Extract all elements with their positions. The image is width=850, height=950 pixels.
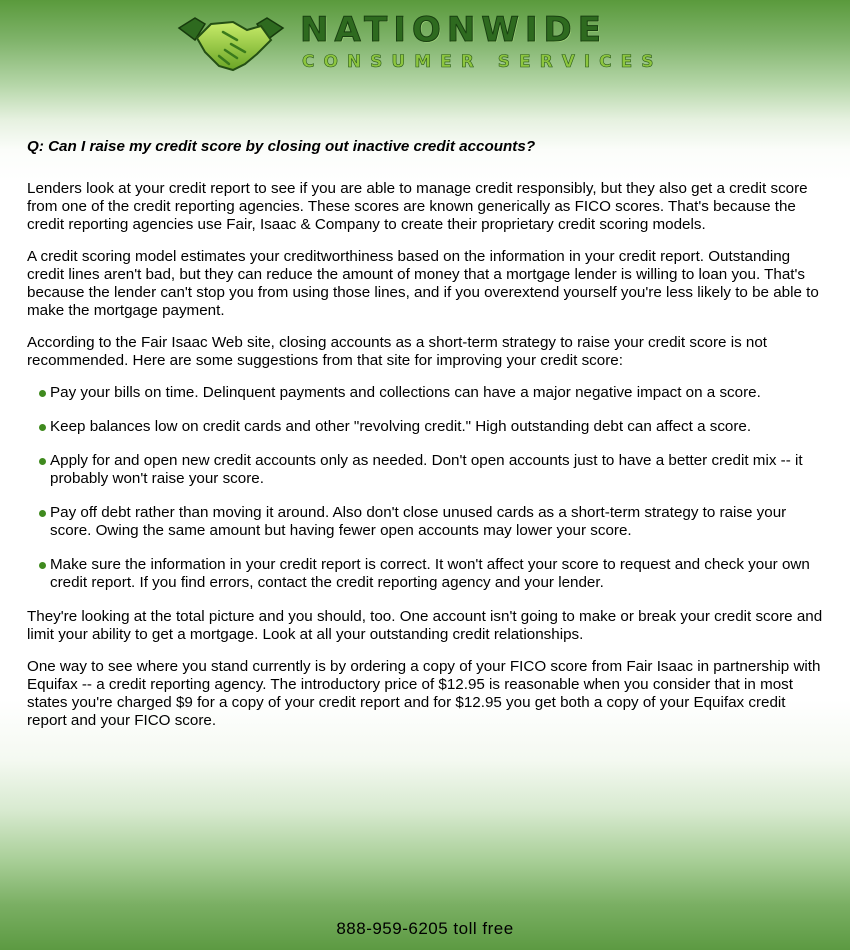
bullet-icon [39, 458, 46, 465]
list-item [39, 452, 827, 488]
list-item [39, 384, 827, 402]
list-item [39, 556, 827, 592]
bullet-icon [39, 510, 46, 517]
bullet-icon [39, 562, 46, 569]
footer-phone: 888-959-6205 toll free [336, 919, 514, 938]
handshake-icon [175, 10, 287, 76]
paragraph-intro-2: A credit scoring model estimates your creditworthiness based on the information in your credit report. Outstanding credit lines aren't bad, but they can reduce the amount of money that a mortgage lender is willing to loan you. That's because the lender can't stop you from using those lines, and if you overextend yourself you're less likely to be able to make the mortgage payment. [27, 248, 819, 319]
tips-list [27, 384, 827, 592]
list-item [39, 418, 827, 436]
paragraph-intro-3: According to the Fair Isaac Web site, closing accounts as a short-term strategy to raise your credit score is not recommended. Here are some suggestions from that site for improving your credit score: [27, 334, 768, 369]
tip-text: Make sure the information in your credit report is correct. It won't affect your score to request and check your own credit report. If you find errors, contact the credit reporting agency and your lender. [50, 556, 810, 591]
article-content [27, 138, 827, 744]
brand-title: NATIONWIDE [300, 10, 607, 50]
bullet-icon [39, 390, 46, 397]
paragraph-outro-1: They're looking at the total picture and you should, too. One account isn't going to make or break your credit score and limit your ability to get a mortgage. Look at all your outstanding credit relationships. [27, 608, 823, 643]
brand-subtitle: CONSUMER SERVICES [302, 52, 663, 72]
site-header [0, 0, 850, 90]
tip-text: Apply for and open new credit accounts only as needed. Don't open accounts just to have a better credit mix -- it probably won't raise your score. [50, 452, 803, 487]
list-item [39, 504, 827, 540]
paragraph-outro-2: One way to see where you stand currently is by ordering a copy of your FICO score from Fair Isaac in partnership with Equifax -- a credit reporting agency. The introductory price of $12.95 is reasonable when you consider that in most states you're charged $9 for a copy of your credit report and for $12.95 you get both a copy of your Equifax credit report and your FICO score. [27, 658, 821, 729]
bullet-icon [39, 424, 46, 431]
tip-text: Keep balances low on credit cards and other "revolving credit." High outstanding debt can affect a score. [50, 418, 752, 435]
paragraph-intro-1: Lenders look at your credit report to see if you are able to manage credit responsibly, but they also get a credit score from one of the credit reporting agencies. These scores are known generically as FICO scores. That's because the credit reporting agencies use Fair, Isaac & Company to create their proprietary credit scoring models. [27, 180, 808, 233]
tip-text: Pay your bills on time. Delinquent payments and collections can have a major negative impact on a score. [50, 384, 761, 401]
article-question: Q: Can I raise my credit score by closing out inactive credit accounts? [27, 138, 536, 155]
tip-text: Pay off debt rather than moving it around. Also don't close unused cards as a short-term strategy to raise your score. Owing the same amount but having fewer open accounts may lower your score. [50, 504, 787, 539]
